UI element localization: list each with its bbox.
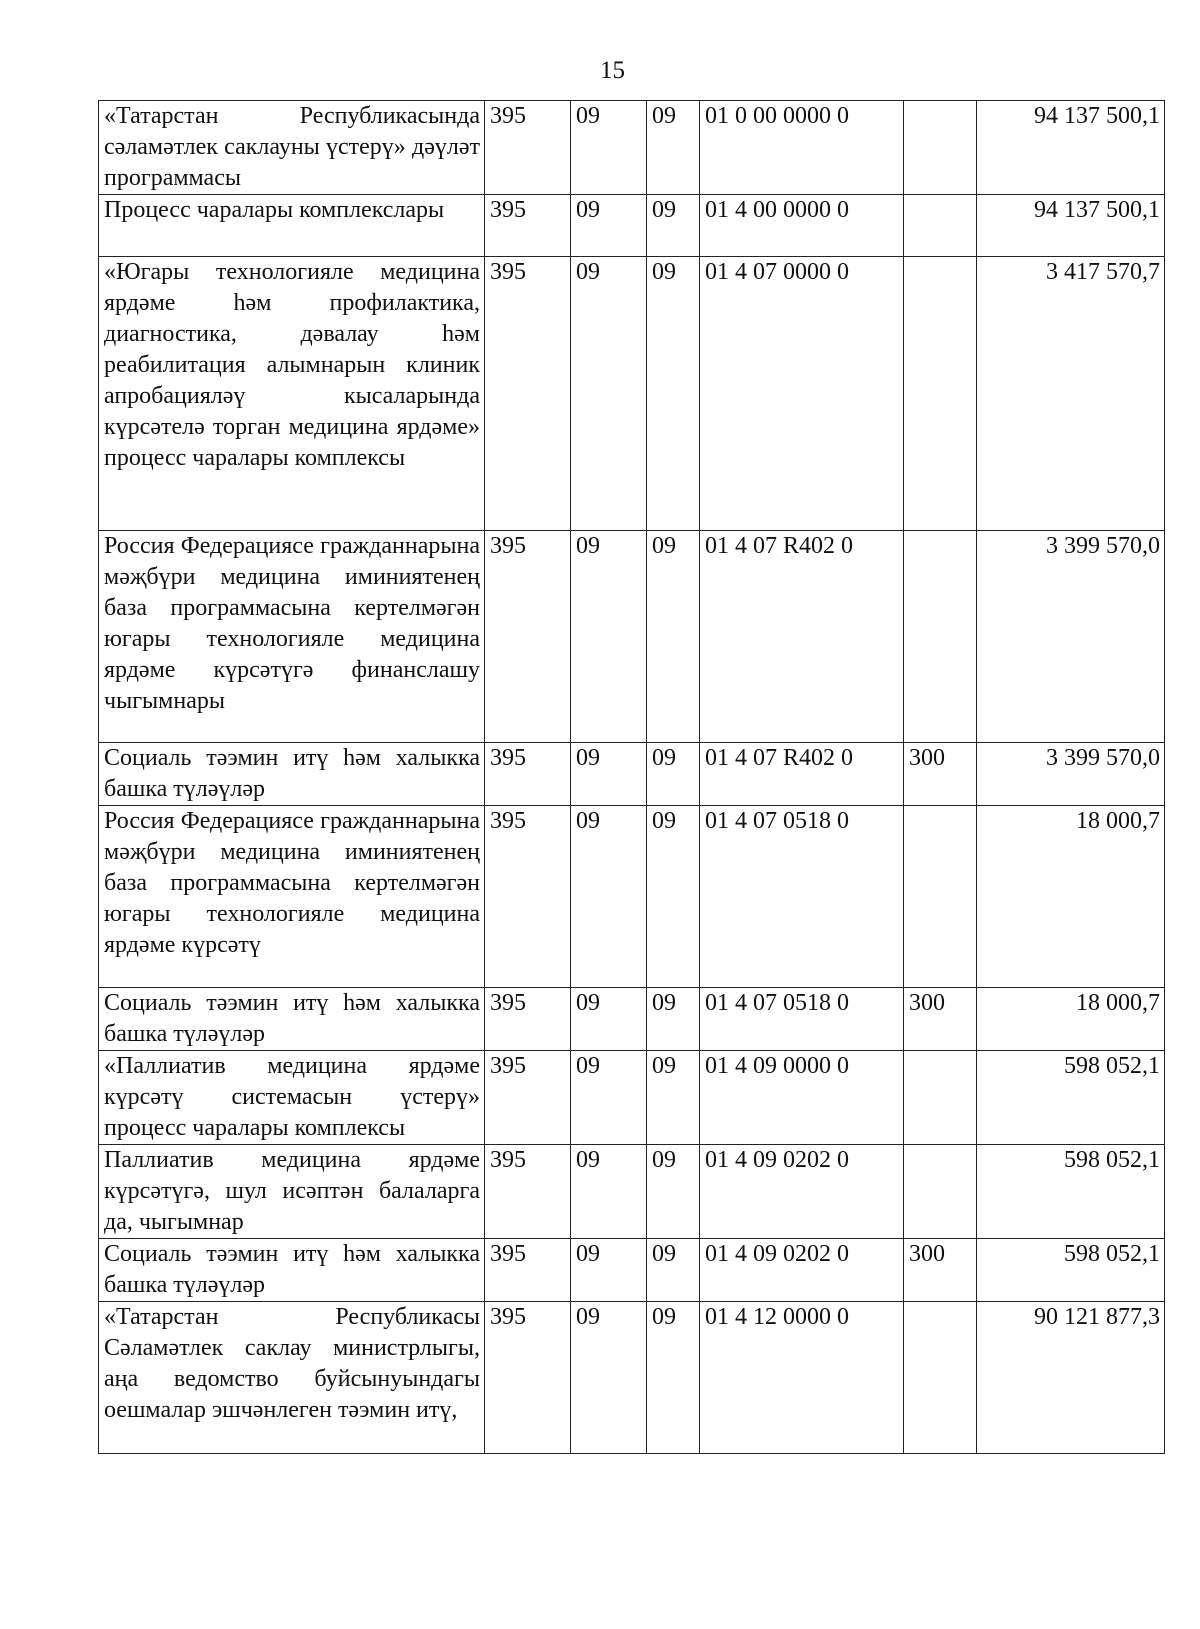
- row-section-code: 09: [571, 257, 647, 531]
- row-amount: 94 137 500,1: [977, 195, 1165, 257]
- row-name: Социаль тәэмин итү һәм халыкка башка түләүләр: [99, 743, 485, 806]
- row-amount: 3 417 570,7: [977, 257, 1165, 531]
- row-ministry-code: 395: [485, 101, 571, 195]
- row-subsection-code: 09: [647, 1302, 700, 1454]
- row-subsection-code: 09: [647, 1051, 700, 1145]
- row-expense-type: 300: [904, 988, 977, 1051]
- row-target-article: 01 4 09 0202 0: [700, 1239, 904, 1302]
- row-subsection-code: 09: [647, 806, 700, 988]
- row-target-article: 01 4 12 0000 0: [700, 1302, 904, 1454]
- table-row: [99, 101, 1165, 195]
- row-subsection-code: 09: [647, 101, 700, 195]
- table-row: [99, 1239, 1165, 1302]
- table-row: [99, 1051, 1165, 1145]
- table-row: [99, 806, 1165, 988]
- table-row: [99, 531, 1165, 743]
- row-amount: 598 052,1: [977, 1145, 1165, 1239]
- table-row: [99, 1302, 1165, 1454]
- row-amount: 3 399 570,0: [977, 743, 1165, 806]
- row-name: Социаль тәэмин итү һәм халыкка башка түләүләр: [99, 1239, 485, 1302]
- row-subsection-code: 09: [647, 743, 700, 806]
- table-row: [99, 988, 1165, 1051]
- row-ministry-code: 395: [485, 1239, 571, 1302]
- row-name: Социаль тәэмин итү һәм халыкка башка түләүләр: [99, 988, 485, 1051]
- row-expense-type: [904, 531, 977, 743]
- row-section-code: 09: [571, 806, 647, 988]
- row-section-code: 09: [571, 1239, 647, 1302]
- row-target-article: 01 4 09 0000 0: [700, 1051, 904, 1145]
- row-target-article: 01 4 00 0000 0: [700, 195, 904, 257]
- row-target-article: 01 4 09 0202 0: [700, 1145, 904, 1239]
- row-expense-type: [904, 195, 977, 257]
- row-expense-type: 300: [904, 743, 977, 806]
- row-name: Россия Федерациясе гражданнарына мәҗбүри медицина иминиятенең база программасына кертелмәгән югары технологияле медицина ярдәме күрсәтүгә финанслашу чыгымнары: [99, 531, 485, 743]
- row-ministry-code: 395: [485, 531, 571, 743]
- row-amount: 598 052,1: [977, 1051, 1165, 1145]
- table-row: [99, 257, 1165, 531]
- row-target-article: 01 4 07 0518 0: [700, 806, 904, 988]
- row-target-article: 01 4 07 R402 0: [700, 743, 904, 806]
- row-expense-type: 300: [904, 1239, 977, 1302]
- row-subsection-code: 09: [647, 531, 700, 743]
- row-name: «Паллиатив медицина ярдәме күрсәтү системасын үстерү» процесс чаралары комплексы: [99, 1051, 485, 1145]
- row-amount: 18 000,7: [977, 988, 1165, 1051]
- row-subsection-code: 09: [647, 257, 700, 531]
- row-expense-type: [904, 1051, 977, 1145]
- row-section-code: 09: [571, 531, 647, 743]
- row-section-code: 09: [571, 195, 647, 257]
- row-name: «Татарстан Республикасы Сәламәтлек саклау министрлыгы, аңа ведомство буйсынуындагы оешмалар эшчәнлеген тәэмин итү,: [99, 1302, 485, 1454]
- row-amount: 598 052,1: [977, 1239, 1165, 1302]
- row-target-article: 01 4 07 R402 0: [700, 531, 904, 743]
- row-ministry-code: 395: [485, 988, 571, 1051]
- row-expense-type: [904, 1302, 977, 1454]
- row-expense-type: [904, 257, 977, 531]
- budget-table: [98, 100, 1165, 1454]
- row-expense-type: [904, 1145, 977, 1239]
- row-amount: 90 121 877,3: [977, 1302, 1165, 1454]
- row-target-article: 01 4 07 0000 0: [700, 257, 904, 531]
- row-target-article: 01 0 00 0000 0: [700, 101, 904, 195]
- row-section-code: 09: [571, 101, 647, 195]
- row-subsection-code: 09: [647, 1145, 700, 1239]
- row-target-article: 01 4 07 0518 0: [700, 988, 904, 1051]
- row-amount: 3 399 570,0: [977, 531, 1165, 743]
- row-section-code: 09: [571, 1051, 647, 1145]
- row-subsection-code: 09: [647, 1239, 700, 1302]
- row-subsection-code: 09: [647, 195, 700, 257]
- row-ministry-code: 395: [485, 195, 571, 257]
- table-row: [99, 743, 1165, 806]
- table-body: [99, 101, 1165, 1454]
- row-section-code: 09: [571, 988, 647, 1051]
- row-section-code: 09: [571, 1145, 647, 1239]
- row-section-code: 09: [571, 1302, 647, 1454]
- row-ministry-code: 395: [485, 806, 571, 988]
- row-ministry-code: 395: [485, 1051, 571, 1145]
- row-ministry-code: 395: [485, 1302, 571, 1454]
- row-ministry-code: 395: [485, 257, 571, 531]
- row-expense-type: [904, 101, 977, 195]
- row-name: «Татарстан Республикасында сәламәтлек саклауны үстерү» дәүләт программасы: [99, 101, 485, 195]
- row-ministry-code: 395: [485, 743, 571, 806]
- row-expense-type: [904, 806, 977, 988]
- table-row: [99, 1145, 1165, 1239]
- row-name: Россия Федерациясе гражданнарына мәҗбүри медицина иминиятенең база программасына кертелмәгән югары технологияле медицина ярдәме күрсәтү: [99, 806, 485, 988]
- row-name: «Югары технологияле медицина ярдәме һәм профилактика, диагностика, дәвалау һәм реабилитация алымнарын клиник апробацияләү кысаларында күрсәтелә торган медицина ярдәме» процесс чаралары комплексы: [99, 257, 485, 531]
- row-amount: 94 137 500,1: [977, 101, 1165, 195]
- row-subsection-code: 09: [647, 988, 700, 1051]
- row-name: Процесс чаралары комплекслары: [99, 195, 485, 257]
- table-row: [99, 195, 1165, 257]
- row-ministry-code: 395: [485, 1145, 571, 1239]
- page-number: 15: [600, 57, 625, 84]
- row-section-code: 09: [571, 743, 647, 806]
- row-amount: 18 000,7: [977, 806, 1165, 988]
- row-name: Паллиатив медицина ярдәме күрсәтүгә, шул исәптән балаларга да, чыгымнар: [99, 1145, 485, 1239]
